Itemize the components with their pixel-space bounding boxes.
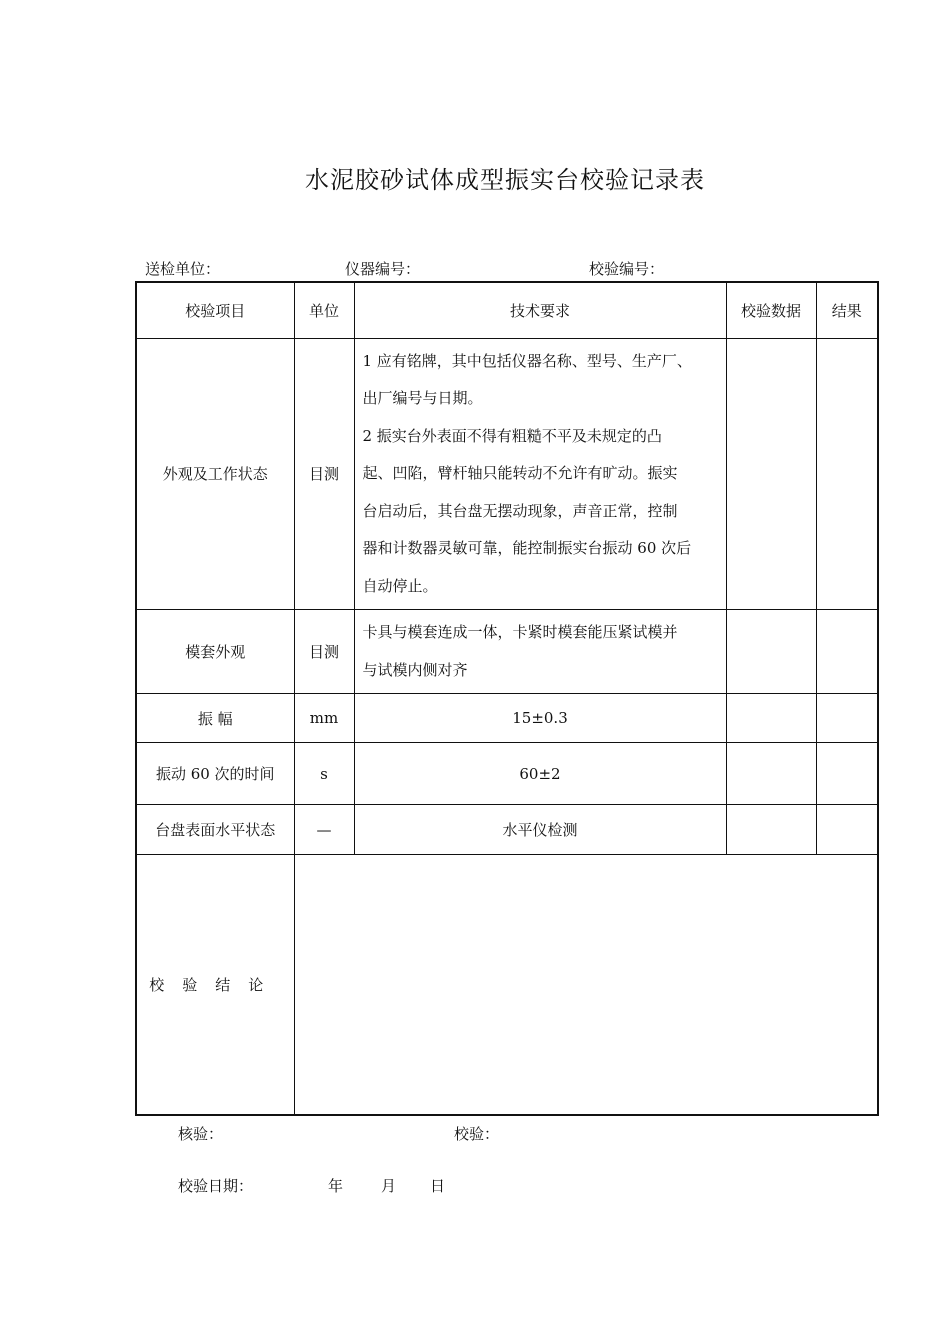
header-item: 校验项目 (136, 282, 294, 338)
requirement-line: 台启动后，其台盘无摆动现象，声音正常，控制 (362, 501, 678, 520)
reviewer-label: 核验： (178, 1125, 224, 1143)
header-data: 校验数据 (726, 282, 816, 338)
checker-label: 校验： (454, 1125, 500, 1143)
header-row (136, 282, 878, 338)
item-cell: 模套外观 (136, 610, 294, 694)
instrument-no-label: 仪器编号： (345, 260, 421, 278)
table-row (136, 338, 878, 610)
check-no-label: 校验编号： (589, 260, 665, 278)
unit-cell: — (294, 805, 354, 855)
requirement-line: 器和计数器灵敏可靠，能控制振实台振动 60 次后 (362, 539, 692, 557)
table-row (136, 694, 878, 743)
unit-cell: mm (294, 694, 354, 743)
result-cell[interactable] (816, 338, 878, 610)
year-label: 年 (328, 1177, 344, 1195)
requirement-line: 卡具与模套连成一体，卡紧时模套能压紧试模并 (362, 623, 678, 641)
result-cell[interactable] (816, 805, 878, 855)
item-cell: 振动 60 次的时间 (136, 743, 294, 805)
header-result: 结果 (816, 282, 878, 338)
table-row (136, 805, 878, 855)
sender-label: 送检单位： (145, 260, 221, 278)
conclusion-label: 校验结论 (136, 855, 294, 1115)
unit-cell: 目测 (294, 338, 354, 610)
date-label: 校验日期： (178, 1177, 254, 1195)
data-cell[interactable] (726, 338, 816, 610)
result-cell[interactable] (816, 610, 878, 694)
requirement-line: 起、凹陷，臂杆轴只能转动不允许有旷动。振实 (362, 464, 678, 482)
unit-cell: s (294, 743, 354, 805)
record-table (135, 281, 879, 1116)
day-label: 日 (430, 1177, 446, 1195)
requirement-line: 自动停止。 (362, 576, 438, 595)
header-unit: 单位 (294, 282, 354, 338)
unit-cell: 目测 (294, 610, 354, 694)
table-row (136, 743, 878, 805)
header-requirement: 技术要求 (354, 282, 726, 338)
data-cell[interactable] (726, 694, 816, 743)
item-cell: 外观及工作状态 (136, 338, 294, 610)
conclusion-cell[interactable] (294, 855, 878, 1115)
requirement-line: 2 振实台外表面不得有粗糙不平及未规定的凸 (362, 426, 662, 445)
requirement-cell: 15±0.3 (354, 694, 726, 743)
requirement-line: 1 应有铭牌，其中包括仪器名称、型号、生产厂、 (362, 351, 692, 370)
requirement-cell (354, 610, 726, 694)
data-cell[interactable] (726, 743, 816, 805)
item-cell: 台盘表面水平状态 (136, 805, 294, 855)
month-label: 月 (381, 1177, 397, 1195)
conclusion-row (136, 855, 878, 1115)
requirement-cell: 60±2 (354, 743, 726, 805)
table-row (136, 610, 878, 694)
data-cell[interactable] (726, 805, 816, 855)
requirement-cell: 水平仪检测 (354, 805, 726, 855)
requirement-cell (354, 338, 726, 610)
item-cell: 振 幅 (136, 694, 294, 743)
requirement-line: 出厂编号与日期。 (362, 389, 483, 407)
page-title: 水泥胶砂试体成型振实台校验记录表 (305, 166, 705, 194)
data-cell[interactable] (726, 610, 816, 694)
requirement-line: 与试模内侧对齐 (362, 660, 468, 679)
result-cell[interactable] (816, 743, 878, 805)
result-cell[interactable] (816, 694, 878, 743)
